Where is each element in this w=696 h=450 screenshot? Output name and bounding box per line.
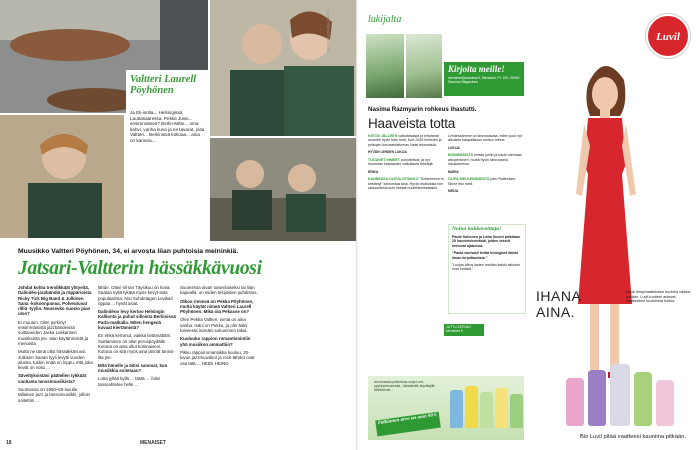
prize-banner-text: Palkinnon arvo on noin 90 € <box>377 412 438 427</box>
letter-text: vaikuttavasta ja erityisesti nuorelle hyvin tuttu lehti, Kurt 2025 ihmisten ja pelkojen korvaamattoman Naisi tekemästä. <box>368 134 442 147</box>
detergent-bottle-2 <box>465 386 478 428</box>
paragraph: Suomessa on 1950–60-luvulla tällainen jazz ja tanssimusiikki, jolloin soitettiin ... <box>18 387 90 403</box>
question: Mitä hänelle ja äitisi sanovat, kun musiikkia soitetaan? <box>98 362 168 374</box>
luvil-logo-text: Luvil <box>656 31 680 43</box>
paragraph: "Luojan kiitos lasten meidän kaikki aikuiset ovat ihmisiä." <box>452 263 520 272</box>
paragraph: Johdat kohta trendikkäät yhtyeitä, Dalindéo-jazzbändiä ja räppärioista Ricky Tick Big Band & Julkinen Sana -kokoonpanoa. Polveutuvat rilliä -tyylin. Nousevko suosio pian ulos? <box>18 285 92 317</box>
letter-lead: ENSIMMÄISTÄ <box>448 153 474 158</box>
paragraph: "Paula vanhasti tietää biologiset faktat ilman kirjoittamista." <box>452 251 518 260</box>
letter <box>368 177 444 190</box>
ad-bottle-purple <box>588 370 606 426</box>
letter-signature: MIRJA <box>448 189 459 194</box>
letter <box>448 177 524 186</box>
question: Kuuluuko rappion romantisointiin yhä musiikon ammattiin? <box>180 336 251 347</box>
ad-bottle-white <box>610 364 630 426</box>
letter-lead: TUOANET IHMEET <box>368 157 400 162</box>
winner-note-title: Noitoi kukkavoittaja! <box>452 226 502 232</box>
article-column-1 <box>18 285 94 406</box>
continues-tag-text: JUTTU JATKUU Menaiset 9 <box>446 325 471 333</box>
ad-model-illustration <box>566 54 642 384</box>
winner-note-text <box>452 235 522 275</box>
letter-text: Lehdessämme on kiinnostavaa, miten juuri nyt aikuisen kaupallisuus ulottuu minne. <box>448 134 522 143</box>
letters-column-1 <box>368 134 444 194</box>
ad-headline-line1: IHANA <box>536 288 582 304</box>
photo-couple <box>210 0 358 136</box>
ad-body-text: Nauti lempivaatteistasi huolella vaikka pitkään. Luvil-tuotteet antavat vaatteellesi huolellista hoitoa. <box>626 290 690 304</box>
caption-text: Ja Eli-isolta... Helsingissä, Lauttasaaressa. Pekka Jussi... ensimmäinen? Berlin-Mitte... oma kahvi, vanha kuva ja ne tavarat, joita Valtteri... Berliinissä kokoaa... aina on kamera... <box>130 110 205 143</box>
write-to-us-title: Kirjoita meille! <box>448 64 505 74</box>
photo-portrait <box>0 115 124 238</box>
paragraph: lähde. Olavi Virran Täysikuu on kova. Saatan kyllä tykätä myös kevyt-tista populaarista. Nisi Suhdetagen Levikari rippaa ... hyvät asiat. <box>98 285 173 306</box>
section-title: lukijalta <box>368 14 402 25</box>
paragraph: Pikku rappioromantiikka kuuluu. 20-luvun jazzmuusikot ja rock-tähdet ovat osa tätä ... HEIDI HEINO <box>180 349 255 366</box>
reader-photo-1 <box>366 34 404 98</box>
page-number: 18 <box>6 440 12 446</box>
paragraph: Suomessa aivan toisenlaiseksi tai liian kapealla, on niiden tekijöiden puhdistus. <box>180 285 258 296</box>
paragraph: Paula Suhonen ja Lotta Suomi palkitaan 25 kasvintekemästä, joiden tekstit kertovat ajatuksia. <box>452 235 521 248</box>
photo-portrait-art <box>0 115 124 238</box>
letter-text: juttu Rotterdam, Sinne teki mieli. <box>448 177 517 186</box>
photo-credit: KUVAT PEKKA NIEMINEN <box>326 10 330 53</box>
letter-lead: OLIPA MELKEINMÄISTÄ <box>448 177 490 182</box>
continues-tag <box>444 324 484 336</box>
detergent-bottle-3 <box>480 392 493 428</box>
detergent-bottle-4 <box>495 388 508 428</box>
letter-signature: HYVÄN LEHDEN LUKIJA <box>368 150 407 155</box>
photo-man-sitting-art <box>210 138 358 241</box>
photo-man-sitting <box>210 138 358 241</box>
ad-bottle-pink <box>566 378 584 426</box>
write-to-us-address: menaiset@sanoma.fi, Menaiset, PL 100, 00040 Sanoma Magazines <box>448 76 520 85</box>
magazine-name: MENAISET <box>140 440 166 446</box>
letter-signature: ERIKA <box>368 169 379 174</box>
letter-text: kertaa juhlin ja totuin olemaan alkuperäinen, mutta hyvin kiinnostava lukukokemus. <box>448 153 522 167</box>
reader-photo-2 <box>406 34 442 98</box>
paragraph: En ehkä kertonut, vaikka tietämättäni. Soittaminen on ollut peruspöydälle. Kotona on aina ollut kotimaiseni. Kotona on sitä myös aina jännät tanssi-ilta jne. <box>98 333 175 360</box>
letter-text: puhuttelivat, ja nyt huomaan kaipaavani vaikuttavia tekstejä. <box>368 157 434 167</box>
question: Säveltyksistäsi päätellen tykkäät vanhasta tanssimusiikista? <box>18 373 87 384</box>
ad-headline-line2: AINA. <box>536 304 576 320</box>
letters-kicker: Nasima Razmyarin rohkeus ihastutti. <box>368 106 477 113</box>
paragraph: Lotta jyllää kyllä ... tästä ... Äitini tanssahtelee hetki ... <box>98 376 161 387</box>
letter-signature: MARIA <box>448 169 459 174</box>
paragraph: Olen Pekka Valtteri, nimiä on aina vanha. Isäni on Pekka, ja olin äitini toiveesta isoisäni sukunimen takia. <box>180 317 248 334</box>
ad-bottle-pink-2 <box>656 380 674 426</box>
article-headline: Jatsari-Valtterin hässäkkävuosi <box>18 258 262 279</box>
ad-footer-slogan: Bio Luvil pitää vaatteesi kauniina pitkään. <box>579 434 686 440</box>
letter <box>448 153 524 166</box>
question: Dalindéon levy kertoo Helsingin Kallionta ja puhut silloista Berliinissä Parla-matkalla. Miten hengenä kuvaat kiertämistä? <box>98 309 176 331</box>
letter-text: "Suhteemme ei kestänyt" kiinnostaa aina. Hyviä oivalluksia niin rakkaudesta kuin itsestä huolehtimisestakin. <box>368 177 444 191</box>
letter-lead: KANNESSA OLEVA OTSIKKO <box>368 177 419 182</box>
paragraph: Ei muuten. Olen pyrkinyt ensimmäisistä jazzbändeissä soittaneiden Jaska Lukkarisen musiikeista jne. alan käytännöistä ja menoista. <box>18 319 89 346</box>
letter-lead: KIITOS JÄLLEEN <box>368 134 398 138</box>
question: Olkoo rimmeä on Pekka Pöyhönen, mutta käytät nimeä Valtteri Laurell Pöyhönen. Mikä ola Pekasse on? <box>180 298 254 315</box>
detergent-bottle-1 <box>450 390 463 428</box>
prize-text: Arvonnassa palkintona sarja Luvil-pyykinpesuaineita. Julkaistuille kirjoittajille lähetämme ... <box>374 380 436 392</box>
detergent-bottle-5 <box>510 394 523 428</box>
letters-column-2 <box>448 134 524 197</box>
letters-headline: Haaveista totta <box>368 116 456 131</box>
letter-signature: LUKIJA <box>448 145 460 150</box>
paragraph: Mutta ne tämä ollut hässäkkävuosi. Julkisen Sanan tyyli levytti vuoden alussa, tuskin enää on loppu, että joka kevät on voitu ... <box>18 349 93 371</box>
ad-bottle-green <box>634 372 652 426</box>
letter <box>368 134 444 147</box>
photo-couple-art <box>210 0 358 136</box>
article-kicker: Muusikko Valtteri Pöyhönen, 34, ei arvosta liian puhtoisia meininkiä. <box>18 248 239 255</box>
caption-title: Valtteri Laurell Pöyhönen <box>130 74 197 96</box>
article-column-3 <box>180 285 258 369</box>
letter <box>368 158 444 167</box>
article-column-2 <box>98 285 176 390</box>
